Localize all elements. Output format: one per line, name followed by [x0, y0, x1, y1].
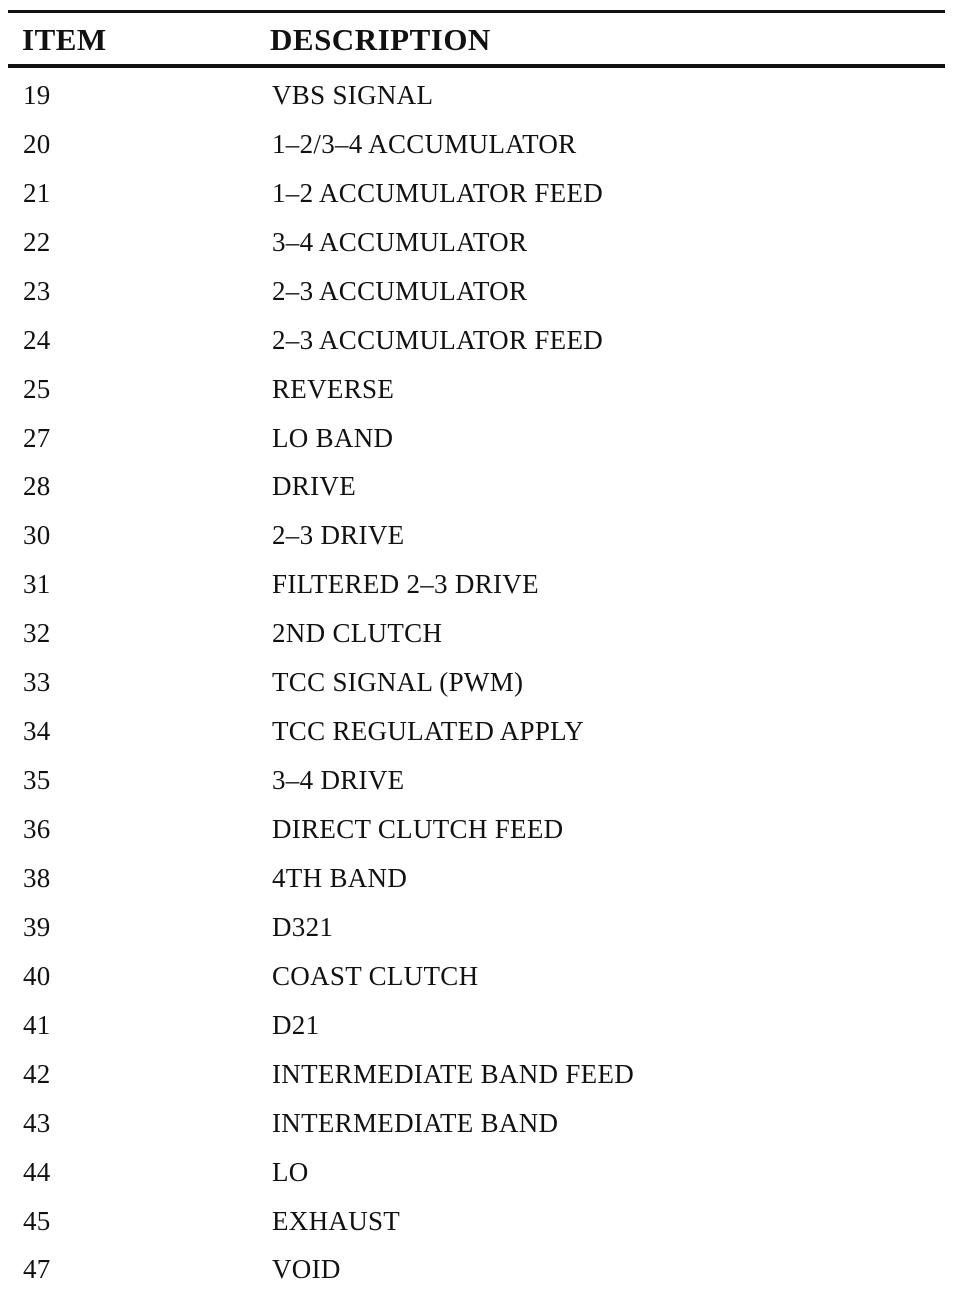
item-number: 35 [8, 765, 258, 796]
item-number: 28 [8, 471, 258, 502]
item-description: 2–3 ACCUMULATOR [258, 276, 945, 307]
item-description: 1–2/3–4 ACCUMULATOR [258, 129, 945, 160]
header-description: DESCRIPTION [258, 20, 945, 58]
table-row [8, 1246, 945, 1294]
item-description: COAST CLUTCH [258, 961, 945, 992]
table-row [8, 560, 945, 609]
item-number: 23 [8, 276, 258, 307]
table-row [8, 854, 945, 903]
table-row [8, 463, 945, 512]
table-row [8, 218, 945, 267]
table-row [8, 1148, 945, 1197]
table-row [8, 316, 945, 365]
item-number: 45 [8, 1206, 258, 1237]
item-number: 36 [8, 814, 258, 845]
item-description-table [8, 10, 945, 1294]
item-description: LO [258, 1157, 945, 1188]
table-row [8, 756, 945, 805]
table-body [8, 68, 945, 1294]
item-description: LO BAND [258, 423, 945, 454]
item-description: TCC REGULATED APPLY [258, 716, 945, 747]
table-row [8, 511, 945, 560]
item-description: INTERMEDIATE BAND [258, 1108, 945, 1139]
item-number: 43 [8, 1108, 258, 1139]
table-row [8, 365, 945, 414]
table-row [8, 903, 945, 952]
item-number: 38 [8, 863, 258, 894]
item-description: 3–4 DRIVE [258, 765, 945, 796]
item-number: 42 [8, 1059, 258, 1090]
table-row [8, 169, 945, 218]
table-row [8, 609, 945, 658]
item-description: INTERMEDIATE BAND FEED [258, 1059, 945, 1090]
item-number: 47 [8, 1254, 258, 1285]
item-number: 27 [8, 423, 258, 454]
item-number: 34 [8, 716, 258, 747]
item-number: 32 [8, 618, 258, 649]
item-number: 25 [8, 374, 258, 405]
table-row [8, 267, 945, 316]
table-row [8, 1099, 945, 1148]
item-description: DIRECT CLUTCH FEED [258, 814, 945, 845]
header-item: ITEM [8, 20, 258, 58]
table-row [8, 120, 945, 169]
table-row [8, 1001, 945, 1050]
item-number: 33 [8, 667, 258, 698]
table-row [8, 1197, 945, 1246]
table-row [8, 1050, 945, 1099]
item-description: D321 [258, 912, 945, 943]
item-number: 19 [8, 80, 258, 111]
item-number: 24 [8, 325, 258, 356]
item-number: 44 [8, 1157, 258, 1188]
item-number: 40 [8, 961, 258, 992]
item-description: 3–4 ACCUMULATOR [258, 227, 945, 258]
item-description: 4TH BAND [258, 863, 945, 894]
table-row [8, 414, 945, 463]
table-row [8, 805, 945, 854]
table-row [8, 71, 945, 120]
item-number: 20 [8, 129, 258, 160]
item-number: 41 [8, 1010, 258, 1041]
item-number: 31 [8, 569, 258, 600]
item-number: 30 [8, 520, 258, 551]
item-description: 2–3 DRIVE [258, 520, 945, 551]
item-description: DRIVE [258, 471, 945, 502]
table-row [8, 707, 945, 756]
item-description: REVERSE [258, 374, 945, 405]
item-number: 21 [8, 178, 258, 209]
item-description: D21 [258, 1010, 945, 1041]
item-description: 1–2 ACCUMULATOR FEED [258, 178, 945, 209]
item-number: 39 [8, 912, 258, 943]
item-description: VBS SIGNAL [258, 80, 945, 111]
table-row [8, 658, 945, 707]
table-row [8, 952, 945, 1001]
table-header [8, 13, 945, 64]
item-description: VOID [258, 1254, 945, 1285]
item-description: TCC SIGNAL (PWM) [258, 667, 945, 698]
item-description: EXHAUST [258, 1206, 945, 1237]
item-description: FILTERED 2–3 DRIVE [258, 569, 945, 600]
item-number: 22 [8, 227, 258, 258]
item-description: 2ND CLUTCH [258, 618, 945, 649]
item-description: 2–3 ACCUMULATOR FEED [258, 325, 945, 356]
